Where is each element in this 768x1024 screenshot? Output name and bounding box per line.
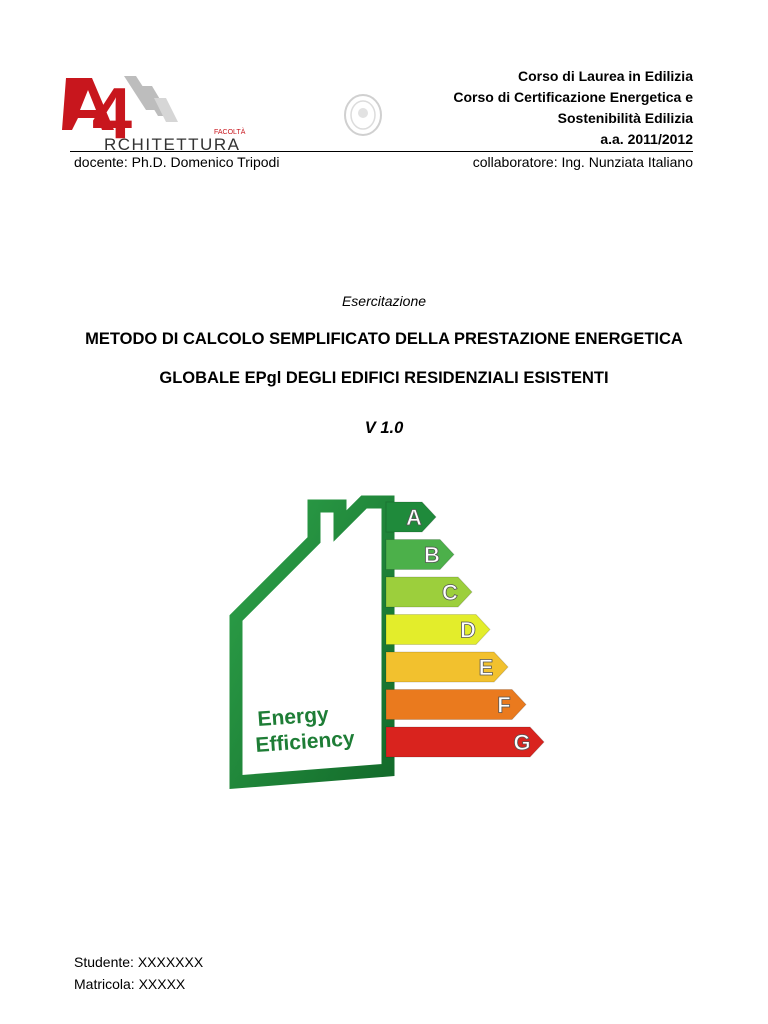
university-seal (343, 93, 383, 137)
energy-class-bar-b (386, 540, 454, 570)
collaboratore-text: collaboratore: Ing. Nunziata Italiano (472, 154, 693, 170)
energy-class-letter-a: A (406, 505, 422, 530)
logo-letter: 4 (92, 74, 133, 154)
energy-class-letter-d: D (460, 617, 476, 643)
energy-class-letter-f: F (497, 692, 511, 718)
document-version: V 1.0 (364, 419, 404, 437)
energy-class-letter-g: G (513, 730, 531, 755)
logo-facolta: FACOLTÀ (214, 129, 246, 136)
energy-class-letter-b: B (424, 542, 440, 568)
course-info (453, 66, 693, 150)
matricola-label: Matricola: (74, 976, 135, 992)
studente-label: Studente: (74, 954, 134, 970)
matricola-row (74, 973, 203, 995)
document-subtitle: Esercitazione (341, 293, 427, 309)
energy-class-letter-e: E (478, 655, 494, 680)
header-divider (70, 151, 693, 152)
energy-class-bar-c (386, 577, 472, 607)
faculty-logo (62, 70, 274, 156)
student-info (74, 951, 203, 995)
logo-text: RCHITETTURA (104, 135, 241, 154)
matricola-value: XXXXX (138, 976, 186, 992)
docente-text: docente: Ph.D. Domenico Tripodi (74, 154, 280, 170)
course-line: Sostenibilità Edilizia (557, 110, 693, 126)
energy-label-line1: Energy (256, 703, 330, 731)
course-line: Corso di Laurea in Edilizia (517, 68, 693, 84)
studente-value: XXXXXXX (137, 954, 204, 970)
document-title-line2: GLOBALE EPgl DEGLI EDIFICI RESIDENZIALI ESISTENTI (159, 369, 609, 387)
document-title-line1: METODO DI CALCOLO SEMPLIFICATO DELLA PRESTAZIONE ENERGETICA (85, 330, 683, 348)
academic-year: a.a. 2011/2012 (600, 131, 693, 147)
energy-label-line2: Efficiency (254, 727, 356, 757)
course-line: Corso di Certificazione Energetica e (453, 89, 693, 105)
energy-class-bars (386, 502, 544, 757)
energy-efficiency-illustration (190, 490, 570, 790)
student-row (74, 951, 203, 973)
energy-class-letter-c: C (442, 580, 458, 605)
